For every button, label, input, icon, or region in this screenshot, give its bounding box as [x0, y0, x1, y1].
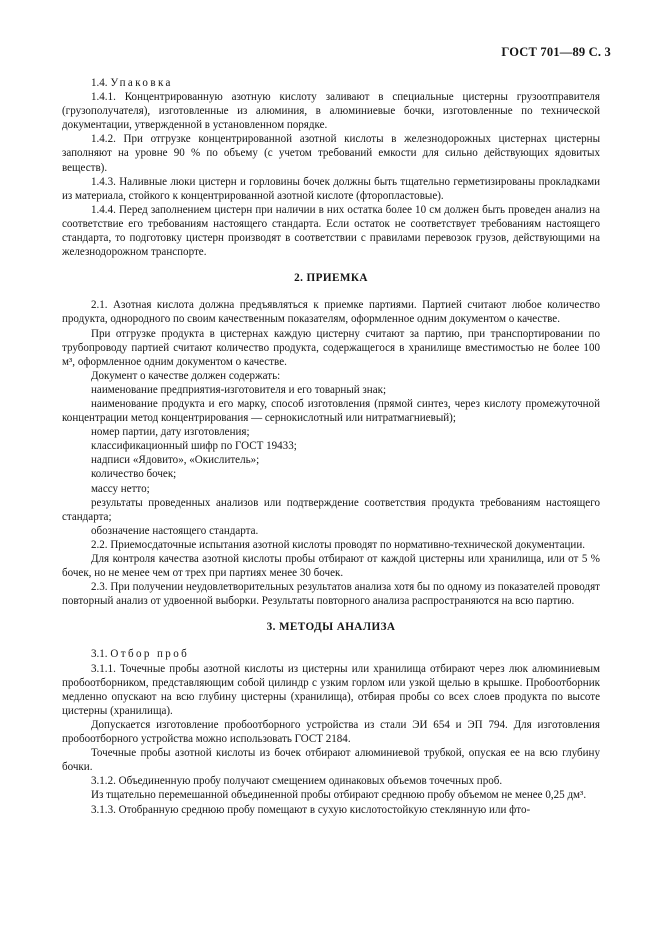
paragraph: Для контроля качества азотной кислоты пробы отбирают от каждой цистерны или хранилища, или от 5 % бочек, но не менее чем от трех при партиях менее 30 бочек. [62, 553, 600, 580]
section-heading-methods: 3. МЕТОДЫ АНАЛИЗА [266, 621, 396, 634]
paragraph: 1.4.4. Перед заполнением цистерн при наличии в них остатка более 10 см должен быть проведен анализ на соответствие его требованиям настоящего стандарта. Если остаток не соответствует требованиям настоящего стандарта, то подготовку цистерн производят в соответствии с правилами перевозок грузов, действующими на железнодорожном транспорте. [62, 203, 600, 259]
list-item: наименование предприятия-изготовителя и его товарный знак; [91, 383, 387, 396]
paragraph: 3.1.1. Точечные пробы азотной кислоты из цистерны или хранилища отбирают через люк алюминиевым пробоотборником, представляющим собой цилиндр с узким горлом или узкой щелью в крышке. Пробоотборник медленно опускают на всю глубину цистерны (хранилища), отбирая пробы со всех слоев продукта по высоте цистерны (хранилища). [62, 662, 600, 717]
subsection-heading-packaging [62, 76, 600, 90]
paragraph: 2.1. Азотная кислота должна предъявляться к приемке партиями. Партией считают любое количество продукта, однородного по своим качественным показателям, оформленное одним документом о качестве. [62, 299, 600, 326]
list-item: обозначение настоящего стандарта. [91, 524, 259, 537]
list-item: количество бочек; [91, 468, 177, 481]
paragraph: 1.4.2. При отгрузке концентрированной азотной кислоты в железнодорожных цистернах цистерны заполняют на уровне 90 % по объему (с учетом требований емкости для сильно действующих ядовитых веществ). [62, 133, 600, 174]
list-item: номер партии, дату изготовления; [91, 426, 250, 439]
paragraph: Документ о качестве должен содержать: [91, 369, 281, 382]
paragraph: 2.2. Приемосдаточные испытания азотной кислоты проводят по нормативно-технической документации. [91, 538, 585, 551]
list-item: наименование продукта и его марку, способ изготовления (прямой синтез, через кислоту промежуточной концентрации метод концентрирования — сернокислотный или нитратмагниевый); [62, 397, 600, 425]
paragraph: 1.4.1. Концентрированную азотную кислоту заливают в специальные цистерны грузоотправителя (грузополучателя), изготовленные из алюминия, в алюминиевые бочки, изготовленные по технической документации, утвержденной в установленном порядке. [62, 91, 600, 132]
paragraph: При отгрузке продукта в цистернах каждую цистерну считают за партию, при транспортировании по трубопроводу партией считают количество продукта, содержащегося в хранилище вместимостью не более 100 м³, оформленное одним документом о качестве. [62, 327, 600, 368]
paragraph: Допускается изготовление пробоотборного устройства из стали ЭИ 654 и ЭП 794. Для изготовления пробоотборного устройства можно использовать ГОСТ 2184. [62, 718, 600, 746]
paragraph: 1.4.3. Наливные люки цистерн и горловины бочек должны быть тщательно герметизированы прокладками из материала, стойкого к концентрированной азотной кислоте (фторопластовые). [62, 175, 600, 202]
subsection-title: Отбор проб [110, 648, 190, 661]
section-heading-acceptance: 2. ПРИЕМКА [294, 272, 368, 285]
paragraph: Точечные пробы азотной кислоты из бочек отбирают алюминиевой трубкой, опуская ее на всю глубину бочки. [62, 747, 600, 774]
paragraph: Из тщательно перемешанной объединенной пробы отбирают среднюю пробу объемом не менее 0,25 дм³. [91, 789, 587, 802]
subsection-title: Упаковка [110, 77, 173, 89]
paragraph: 3.1.3. Отобранную среднюю пробу помещают в сухую кислотостойкую стеклянную или фто- [91, 803, 531, 816]
subsection-number: 3.1. [91, 648, 108, 661]
subsection-heading-sampling [62, 647, 600, 661]
list-item: результаты проведенных анализов или подтверждение соответствия продукта требованиям настоящего стандарта; [62, 496, 600, 523]
subsection-number: 1.4. [91, 77, 108, 89]
list-item: классификационный шифр по ГОСТ 19433; [91, 440, 297, 453]
page-header: ГОСТ 701—89 С. 3 [501, 45, 611, 59]
list-item: надписи «Ядовито», «Окислитель»; [91, 454, 260, 467]
paragraph: 2.3. При получении неудовлетворительных результатов анализа хотя бы по одному из показателей проводят повторный анализ от удвоенной выборки. Результаты повторного анализа распространяются на всю партию. [62, 581, 600, 608]
document-body [62, 76, 600, 817]
list-item: массу нетто; [91, 482, 150, 495]
paragraph: 3.1.2. Объединенную пробу получают смещением одинаковых объемов точечных проб. [91, 775, 503, 788]
